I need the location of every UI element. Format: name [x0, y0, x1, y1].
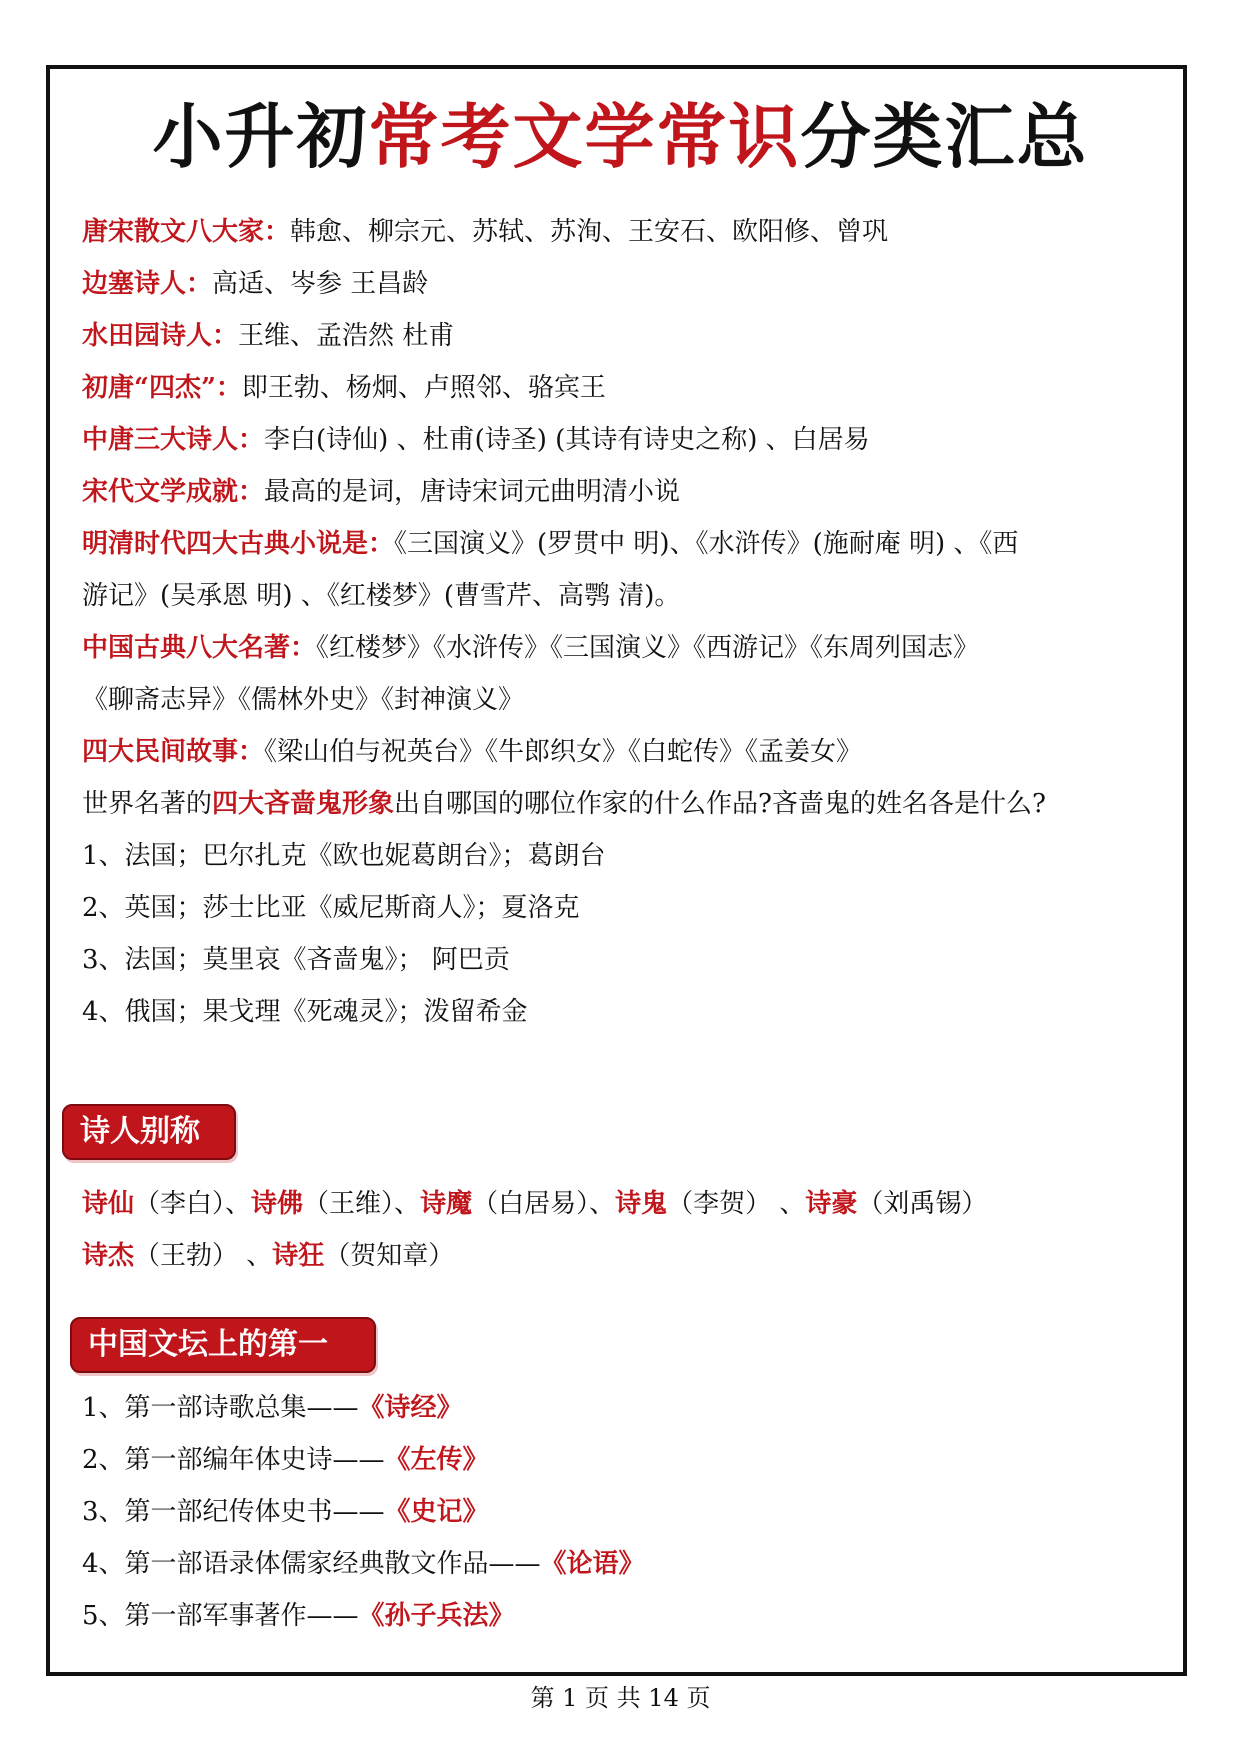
first-text: 5、第一部军事著作—— — [82, 1601, 359, 1631]
miser-key: 四大吝啬鬼形象 — [212, 789, 395, 819]
fact-line — [82, 726, 1172, 778]
fact-continuation: 《聊斋志异》《儒林外史》《封神演义》 — [82, 685, 525, 715]
fact-line — [82, 310, 1172, 362]
miser-item: 3、法国；莫里哀《吝啬鬼》； 阿巴贡 — [82, 945, 510, 975]
first-item — [82, 1538, 1172, 1590]
first-text: 2、第一部编年体史诗—— — [82, 1445, 385, 1475]
fact-label: 初唐“四杰”： — [82, 373, 242, 403]
page-title — [0, 92, 1241, 182]
fact-line — [82, 466, 1172, 518]
fact-text: 即王勃、杨炯、卢照邻、骆宾王 — [241, 373, 606, 403]
first-work: 《史记》 — [384, 1497, 489, 1527]
nickname-row — [82, 1178, 1172, 1230]
nickname-poet: （刘禹锡） — [857, 1189, 988, 1219]
first-text: 4、第一部语录体儒家经典散文作品—— — [82, 1549, 541, 1579]
fact-text: 高适、岑参 王昌龄 — [212, 269, 429, 299]
fact-label: 水田园诗人： — [82, 321, 239, 351]
fact-label: 中唐三大诗人： — [82, 425, 265, 455]
first-work: 《左传》 — [384, 1445, 489, 1475]
fact-text: 王维、孟浩然 杜甫 — [238, 321, 455, 351]
first-work: 《孙子兵法》 — [358, 1601, 515, 1631]
fact-line — [82, 622, 1172, 674]
fact-line — [82, 362, 1172, 414]
fact-label: 边塞诗人： — [82, 269, 213, 299]
nickname: 诗鬼 — [615, 1189, 668, 1219]
title-part2: 常考文学常识 — [368, 95, 801, 178]
firsts-list — [82, 1382, 1172, 1642]
fact-label: 唐宋散文八大家： — [82, 217, 291, 247]
fact-text: 韩愈、柳宗元、苏轼、苏洵、王安石、欧阳修、曾巩 — [290, 217, 889, 247]
fact-label: 明清时代四大古典小说是： — [82, 529, 395, 559]
fact-text: 《梁山伯与祝英台》《牛郎织女》《白蛇传》《孟姜女》 — [264, 737, 863, 767]
page-number: 第 1 页 共 14 页 — [530, 1684, 711, 1712]
fact-text: 李白(诗仙) 、杜甫(诗圣) (其诗有诗史之称) 、白居易 — [264, 425, 870, 455]
fact-text: 最高的是词，唐诗宋词元曲明清小说 — [264, 477, 681, 507]
first-item — [82, 1434, 1172, 1486]
nickname: 诗魔 — [420, 1189, 473, 1219]
miser-pre: 世界名著的 — [82, 789, 213, 819]
nickname-row — [82, 1230, 1172, 1282]
title-part3: 分类汇总 — [800, 95, 1089, 178]
nickname: 诗狂 — [272, 1241, 325, 1271]
miser-post: 出自哪国的哪位作家的什么作品?吝啬鬼的姓名各是什么? — [394, 789, 1046, 819]
fact-text: 《三国演义》(罗贯中 明)、《水浒传》(施耐庵 明) 、《西 — [394, 529, 1019, 559]
fact-continuation: 游记》(吴承恩 明) 、《红楼梦》(曹雪芹、高鹗 清)。 — [82, 581, 681, 611]
fact-line — [82, 414, 1172, 466]
first-text: 3、第一部纪传体史书—— — [82, 1497, 385, 1527]
first-work: 《论语》 — [540, 1549, 645, 1579]
fact-line — [82, 518, 1172, 570]
fact-line — [82, 206, 1172, 258]
fact-label: 宋代文学成就： — [82, 477, 265, 507]
first-work: 《诗经》 — [358, 1393, 463, 1423]
first-text: 1、第一部诗歌总集—— — [82, 1393, 359, 1423]
nickname-poet: （李贺） 、 — [667, 1189, 806, 1219]
fact-text: 《红楼梦》《水浒传》《三国演义》《西游记》《东周列国志》 — [316, 633, 980, 663]
literary-facts — [82, 206, 1172, 1038]
first-item — [82, 1590, 1172, 1642]
miser-item: 4、俄国；果戈理《死魂灵》；泼留希金 — [82, 997, 528, 1027]
first-item — [82, 1486, 1172, 1538]
nickname-poet: （贺知章） — [324, 1241, 455, 1271]
miser-item: 2、英国；莎士比亚《威尼斯商人》；夏洛克 — [82, 893, 580, 923]
first-item — [82, 1382, 1172, 1434]
fact-label: 中国古典八大名著： — [82, 633, 317, 663]
nicknames-block — [82, 1178, 1172, 1282]
nickname-poet: （王勃） 、 — [134, 1241, 273, 1271]
title-part1: 小升初 — [152, 95, 369, 178]
fact-label: 四大民间故事： — [82, 737, 265, 767]
miser-question — [82, 778, 1172, 830]
nickname-poet: （李白）、 — [134, 1189, 252, 1219]
nickname: 诗仙 — [82, 1189, 135, 1219]
fact-line — [82, 258, 1172, 310]
section-heading-firsts: 中国文坛上的第一 — [70, 1317, 376, 1373]
miser-item: 1、法国；巴尔扎克《欧也妮葛朗台》；葛朗台 — [82, 841, 606, 871]
nickname: 诗佛 — [251, 1189, 304, 1219]
nickname: 诗豪 — [805, 1189, 858, 1219]
nickname-poet: （王维）、 — [303, 1189, 421, 1219]
section-heading-nicknames: 诗人别称 — [62, 1104, 236, 1160]
nickname-poet: （白居易）、 — [472, 1189, 616, 1219]
nickname: 诗杰 — [82, 1241, 135, 1271]
